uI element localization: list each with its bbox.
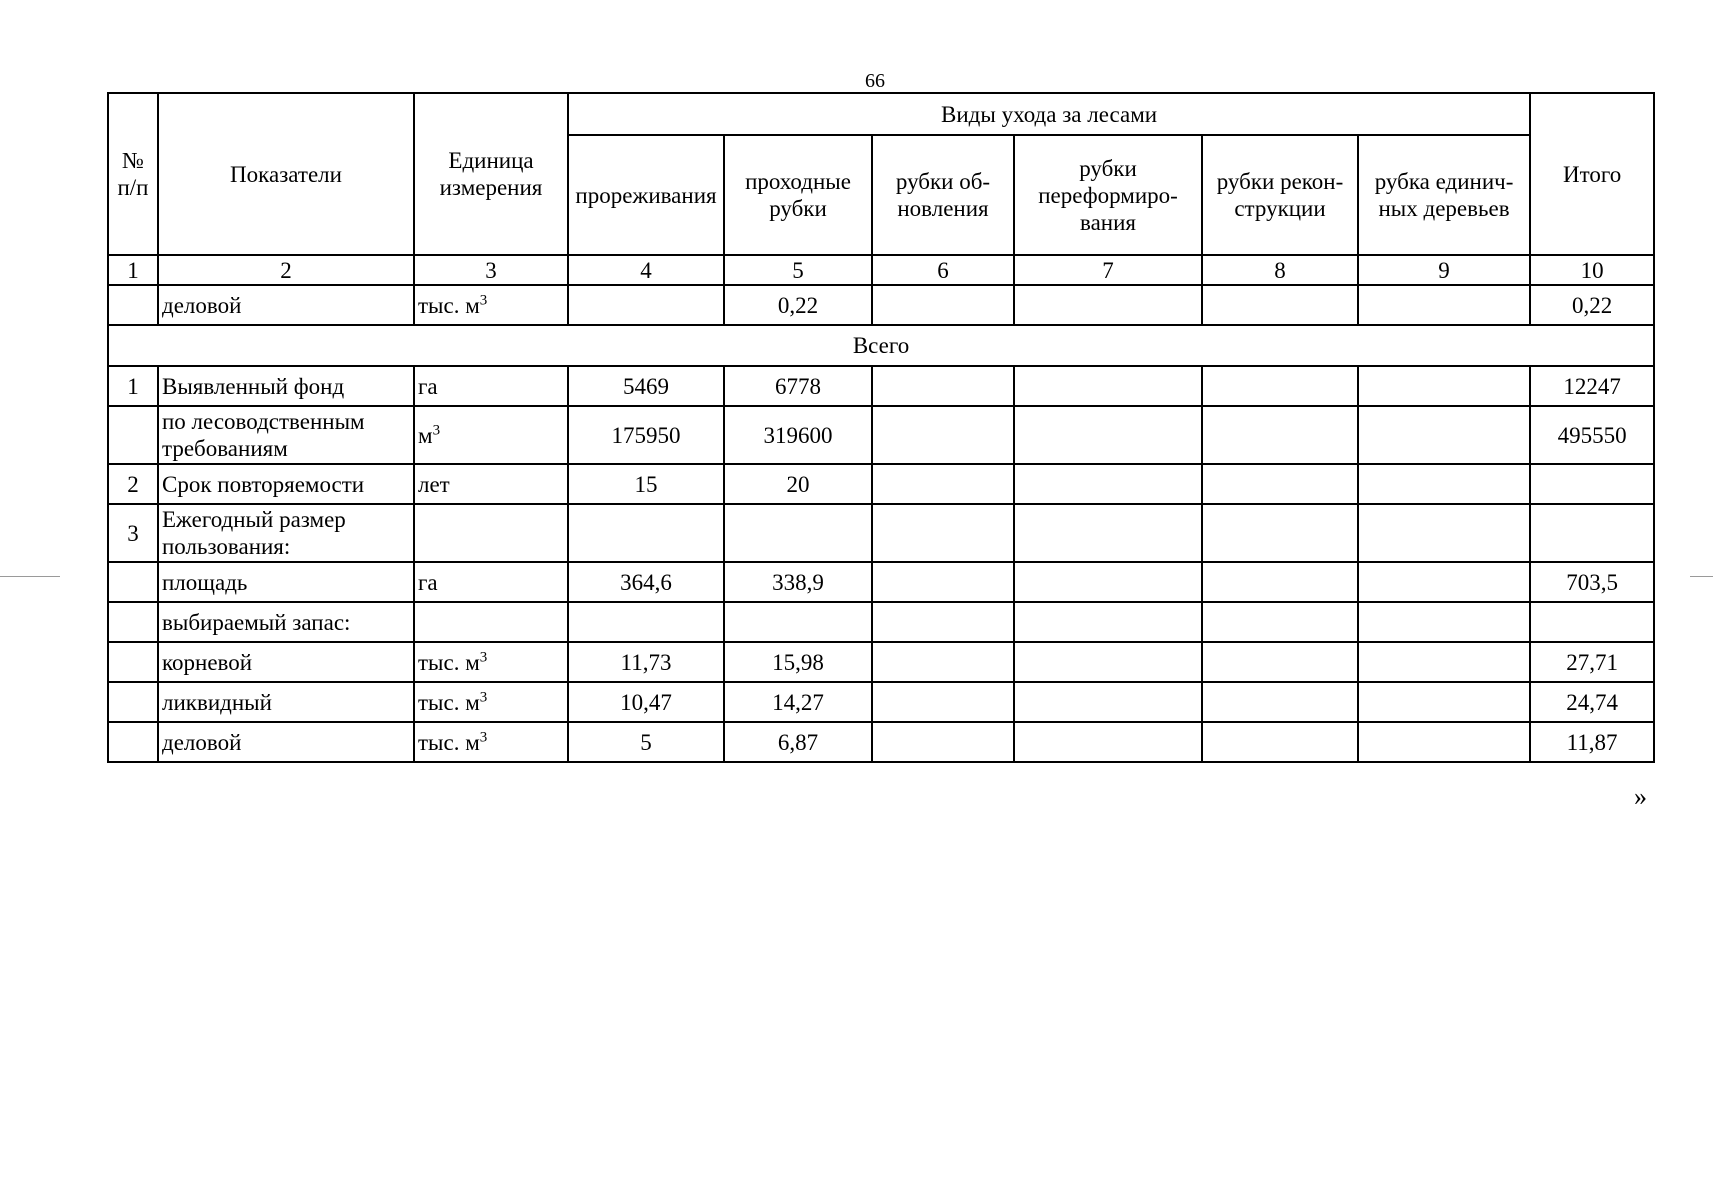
row-indicator: Выявленный фонд — [158, 366, 414, 406]
cell-total: 11,87 — [1530, 722, 1654, 762]
unit-text: тыс. м — [418, 689, 480, 715]
row-unit — [414, 464, 568, 504]
forest-care-table — [107, 92, 1655, 763]
cell-col7 — [1014, 406, 1202, 464]
header-col8: рубки рекон-струкции — [1202, 135, 1358, 255]
column-number: 9 — [1358, 255, 1530, 285]
unit-text: га — [418, 373, 438, 399]
header-col5: проходные рубки — [724, 135, 872, 255]
row-number — [108, 285, 158, 325]
continuation-mark: » — [1634, 782, 1647, 811]
table-row — [108, 366, 1654, 406]
cell-col5: 15,98 — [724, 642, 872, 682]
unit-text: тыс. м — [418, 729, 480, 755]
cell-col6 — [872, 602, 1014, 642]
cell-col7 — [1014, 366, 1202, 406]
table-row — [108, 722, 1654, 762]
cell-col7 — [1014, 602, 1202, 642]
row-indicator: выбираемый запас: — [158, 602, 414, 642]
cell-col9 — [1358, 682, 1530, 722]
unit-text: тыс. м — [418, 292, 480, 318]
row-unit — [414, 285, 568, 325]
cell-col8 — [1202, 722, 1358, 762]
column-number-row — [108, 255, 1654, 285]
row-indicator: ликвидный — [158, 682, 414, 722]
row-unit — [414, 642, 568, 682]
row-unit — [414, 504, 568, 562]
row-number: 2 — [108, 464, 158, 504]
row-number — [108, 602, 158, 642]
table-row — [108, 406, 1654, 464]
column-number: 7 — [1014, 255, 1202, 285]
cell-col7 — [1014, 722, 1202, 762]
unit-text: лет — [418, 471, 450, 497]
page-number: 66 — [865, 70, 885, 92]
cell-total — [1530, 464, 1654, 504]
cell-total — [1530, 602, 1654, 642]
header-unit: Единица измерения — [414, 93, 568, 255]
section-title: Всего — [108, 325, 1654, 366]
row-indicator: деловой — [158, 722, 414, 762]
cell-total: 24,74 — [1530, 682, 1654, 722]
unit-superscript: 3 — [479, 291, 488, 308]
row-number: 3 — [108, 504, 158, 562]
cell-col5: 6778 — [724, 366, 872, 406]
header-col7: рубки переформиро-вания — [1014, 135, 1202, 255]
table-row — [108, 562, 1654, 602]
row-number — [108, 406, 158, 464]
unit-text: га — [418, 569, 438, 595]
cell-total: 0,22 — [1530, 285, 1654, 325]
cell-col9 — [1358, 504, 1530, 562]
cell-col7 — [1014, 682, 1202, 722]
header-col9: рубка единич-ных деревьев — [1358, 135, 1530, 255]
row-unit — [414, 366, 568, 406]
cell-col7 — [1014, 464, 1202, 504]
cell-col6 — [872, 642, 1014, 682]
row-number — [108, 642, 158, 682]
cell-col5: 14,27 — [724, 682, 872, 722]
cell-col4 — [568, 602, 724, 642]
scan-artifact-line — [0, 576, 60, 577]
cell-col7 — [1014, 285, 1202, 325]
cell-col9 — [1358, 642, 1530, 682]
column-number: 3 — [414, 255, 568, 285]
column-number: 8 — [1202, 255, 1358, 285]
cell-total: 27,71 — [1530, 642, 1654, 682]
scan-artifact-line — [1690, 576, 1713, 577]
header-col4: прореживания — [568, 135, 724, 255]
cell-col4 — [568, 504, 724, 562]
cell-col5 — [724, 504, 872, 562]
cell-col5: 20 — [724, 464, 872, 504]
cell-col5: 0,22 — [724, 285, 872, 325]
row-unit — [414, 682, 568, 722]
table-row — [108, 602, 1654, 642]
cell-col5: 6,87 — [724, 722, 872, 762]
column-number: 2 — [158, 255, 414, 285]
column-number: 6 — [872, 255, 1014, 285]
table-row — [108, 682, 1654, 722]
row-indicator: площадь — [158, 562, 414, 602]
cell-col8 — [1202, 682, 1358, 722]
row-unit — [414, 602, 568, 642]
cell-col6 — [872, 464, 1014, 504]
cell-col5: 338,9 — [724, 562, 872, 602]
row-unit — [414, 406, 568, 464]
header-total: Итого — [1530, 93, 1654, 255]
cell-col8 — [1202, 602, 1358, 642]
cell-col8 — [1202, 285, 1358, 325]
cell-col8 — [1202, 406, 1358, 464]
cell-total: 495550 — [1530, 406, 1654, 464]
cell-col7 — [1014, 642, 1202, 682]
column-number: 5 — [724, 255, 872, 285]
row-unit — [414, 722, 568, 762]
cell-col4: 5469 — [568, 366, 724, 406]
cell-col4: 15 — [568, 464, 724, 504]
cell-col4: 5 — [568, 722, 724, 762]
cell-col7 — [1014, 562, 1202, 602]
cell-col5: 319600 — [724, 406, 872, 464]
cell-col6 — [872, 504, 1014, 562]
cell-col8 — [1202, 642, 1358, 682]
cell-col4: 364,6 — [568, 562, 724, 602]
header-num: № п/п — [108, 93, 158, 255]
cell-col7 — [1014, 504, 1202, 562]
cell-col5 — [724, 602, 872, 642]
header-indicators: Показатели — [158, 93, 414, 255]
cell-col4: 175950 — [568, 406, 724, 464]
cell-col4: 11,73 — [568, 642, 724, 682]
cell-total: 12247 — [1530, 366, 1654, 406]
cell-total — [1530, 504, 1654, 562]
unit-text: м — [418, 422, 433, 448]
column-number: 4 — [568, 255, 724, 285]
row-indicator: деловой — [158, 285, 414, 325]
row-indicator: по лесоводственным требованиям — [158, 406, 414, 464]
cell-col8 — [1202, 562, 1358, 602]
table-row — [108, 504, 1654, 562]
header-col6: рубки об-новления — [872, 135, 1014, 255]
table-row — [108, 464, 1654, 504]
row-number — [108, 562, 158, 602]
cell-col4 — [568, 285, 724, 325]
row-unit — [414, 562, 568, 602]
row-number: 1 — [108, 366, 158, 406]
header-care-types-group: Виды ухода за лесами — [568, 93, 1530, 135]
cell-col6 — [872, 562, 1014, 602]
cell-col9 — [1358, 366, 1530, 406]
cell-col6 — [872, 285, 1014, 325]
unit-superscript: 3 — [432, 421, 441, 438]
column-number: 10 — [1530, 255, 1654, 285]
table-row — [108, 642, 1654, 682]
unit-superscript: 3 — [479, 688, 488, 705]
cell-col6 — [872, 406, 1014, 464]
cell-col6 — [872, 722, 1014, 762]
column-number: 1 — [108, 255, 158, 285]
cell-col9 — [1358, 406, 1530, 464]
table-row — [108, 285, 1654, 325]
unit-text: тыс. м — [418, 649, 480, 675]
cell-col6 — [872, 366, 1014, 406]
cell-col4: 10,47 — [568, 682, 724, 722]
cell-col8 — [1202, 464, 1358, 504]
cell-col9 — [1358, 602, 1530, 642]
row-number — [108, 682, 158, 722]
row-indicator: Ежегодный размер пользования: — [158, 504, 414, 562]
cell-col9 — [1358, 562, 1530, 602]
cell-col9 — [1358, 464, 1530, 504]
cell-col9 — [1358, 722, 1530, 762]
header-row-top — [108, 93, 1654, 135]
cell-col9 — [1358, 285, 1530, 325]
unit-superscript: 3 — [479, 648, 488, 665]
cell-col6 — [872, 682, 1014, 722]
row-indicator: корневой — [158, 642, 414, 682]
cell-total: 703,5 — [1530, 562, 1654, 602]
unit-superscript: 3 — [479, 728, 488, 745]
cell-col8 — [1202, 504, 1358, 562]
row-number — [108, 722, 158, 762]
section-row — [108, 325, 1654, 366]
row-indicator: Срок повторяемости — [158, 464, 414, 504]
cell-col8 — [1202, 366, 1358, 406]
